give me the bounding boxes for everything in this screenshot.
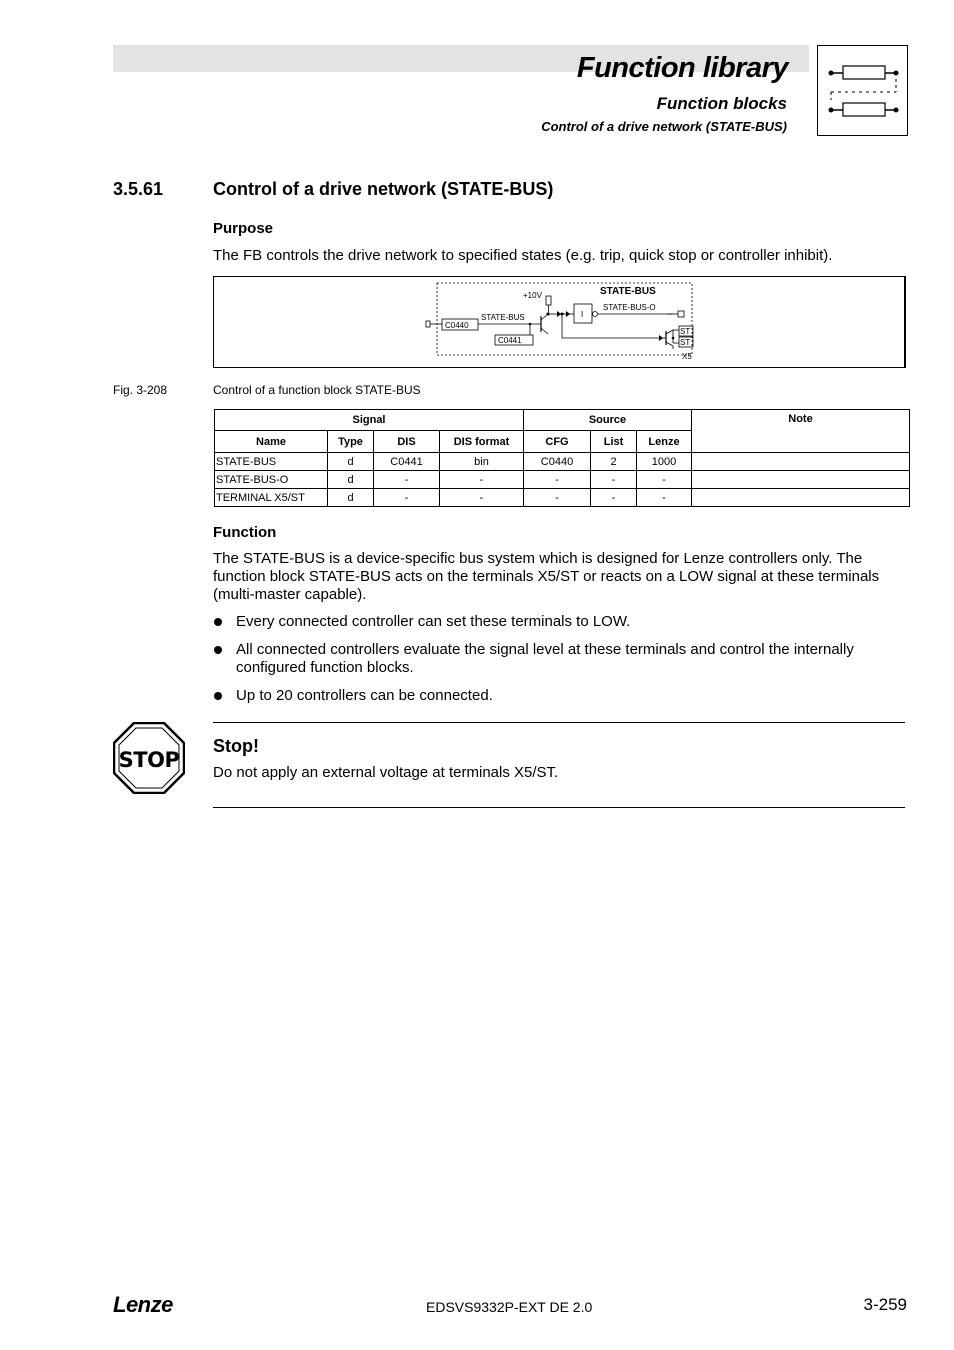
stop-top-divider — [213, 722, 905, 723]
table-cell — [692, 471, 910, 489]
function-text: The STATE-BUS is a device-specific bus system which is designed for Lenze controllers only. The function block STATE-BUS acts on the terminals X5/ST or reacts on a LOW signal at these terminals (multi-master capable). — [213, 550, 880, 603]
list-item: Up to 20 controllers can be connected. — [213, 687, 913, 705]
page-header-section-ref: Control of a drive network (STATE-BUS) — [541, 119, 787, 134]
page-header-title: Function library — [576, 52, 788, 84]
table-cell: - — [374, 471, 440, 489]
table-cell: - — [591, 489, 637, 507]
diagram-invert-label: I — [581, 310, 584, 319]
table-cell: 2 — [591, 453, 637, 471]
table-cell: 1000 — [637, 453, 692, 471]
table-cell: - — [591, 471, 637, 489]
table-cell — [692, 453, 910, 471]
list-item: Every connected controller can set these terminals to LOW. — [213, 613, 913, 631]
purpose-heading: Purpose — [213, 220, 274, 237]
section-title: Control of a drive network (STATE-BUS) — [213, 179, 554, 199]
table-cell: - — [524, 489, 591, 507]
page-number: 3-259 — [863, 1295, 907, 1314]
table-group-signal: Signal — [215, 410, 524, 431]
table-group-note: Note — [692, 410, 910, 453]
page-header-subtitle: Function blocks — [656, 94, 787, 113]
list-item: All connected controllers evaluate the signal level at these terminals and control the internally configured function blocks. — [213, 641, 913, 677]
table-cell: - — [524, 471, 591, 489]
document-id: EDSVS9332P-EXT DE 2.0 — [426, 1299, 593, 1315]
diagram-cfg-code: C0440 — [445, 321, 469, 330]
diagram-terminal-2: ST — [680, 338, 691, 347]
table-cell: - — [637, 471, 692, 489]
diagram-terminal-group: X5 — [682, 352, 692, 361]
table-cell — [692, 489, 910, 507]
table-cell: STATE-BUS-O — [215, 471, 328, 489]
stop-text: Do not apply an external voltage at terminals X5/ST. — [213, 764, 559, 781]
lenze-logo: Lenze — [113, 1292, 173, 1317]
section-number: 3.5.61 — [113, 179, 164, 199]
column-header: DIS — [374, 431, 440, 453]
function-heading: Function — [213, 524, 277, 541]
table-cell: TERMINAL X5/ST — [215, 489, 328, 507]
table-cell: STATE-BUS — [215, 453, 328, 471]
table-cell: C0440 — [524, 453, 591, 471]
diagram-input-label: STATE-BUS — [481, 313, 525, 322]
column-header: Type — [328, 431, 374, 453]
bullet-icon — [214, 646, 222, 654]
table-group-source: Source — [524, 410, 692, 431]
stop-sign-icon — [113, 722, 185, 794]
diagram-output-label: STATE-BUS-O — [603, 303, 656, 312]
table-cell: d — [328, 471, 374, 489]
signal-table — [214, 409, 910, 507]
column-header: DIS format — [440, 431, 524, 453]
column-header: List — [591, 431, 637, 453]
diagram-block-name: STATE-BUS — [600, 286, 656, 297]
function-block-icon — [817, 45, 908, 136]
function-bullet-list — [213, 613, 913, 715]
table-cell: d — [328, 453, 374, 471]
diagram-dis-code: C0441 — [498, 336, 522, 345]
bullet-icon — [214, 692, 222, 700]
table-cell: - — [440, 489, 524, 507]
column-header: CFG — [524, 431, 591, 453]
table-cell: bin — [440, 453, 524, 471]
table-cell: - — [637, 489, 692, 507]
purpose-text: The FB controls the drive network to specified states (e.g. trip, quick stop or controller inhibit). — [213, 247, 833, 264]
table-cell: - — [374, 489, 440, 507]
diagram-voltage-label: +10V — [523, 291, 542, 300]
table-row — [215, 471, 910, 489]
column-header: Name — [215, 431, 328, 453]
bullet-icon — [214, 618, 222, 626]
table-cell: d — [328, 489, 374, 507]
stop-title: Stop! — [213, 736, 259, 756]
table-row — [215, 489, 910, 507]
column-header: Lenze — [637, 431, 692, 453]
figure-caption: Control of a function block STATE-BUS — [213, 383, 421, 397]
diagram-terminal-1: ST — [680, 327, 691, 336]
table-row — [215, 453, 910, 471]
figure-number: Fig. 3-208 — [113, 383, 168, 397]
table-cell: C0441 — [374, 453, 440, 471]
stop-bottom-divider — [213, 807, 905, 808]
state-bus-diagram — [213, 276, 906, 368]
stop-sign-text: STOP — [118, 748, 180, 772]
table-cell: - — [440, 471, 524, 489]
